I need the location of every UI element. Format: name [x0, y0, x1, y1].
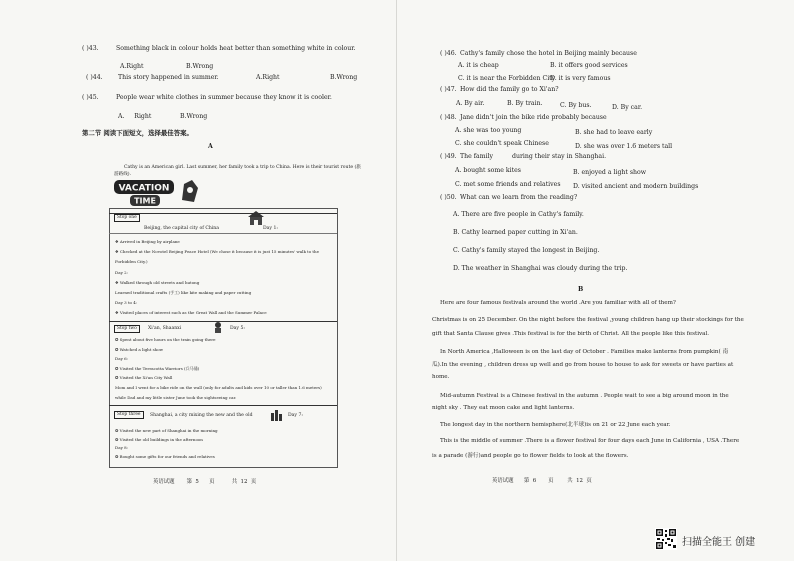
question-50-number: ( )50. [440, 194, 457, 201]
itinerary-line: ❂ Visited the old buildings in the afternoon [115, 436, 203, 442]
itinerary-line: ❖ Checked at the Novotel Beijing Peace Hotel (We chose it because it is just 15 minutes' walk to the [115, 249, 319, 255]
stop-two-place: Xi'an, Shaanxi [148, 326, 182, 331]
question-45-number: ( )45. [82, 94, 99, 101]
itinerary-line: Learned traditional crafts (手工) like kite making and paper cutting [115, 290, 252, 295]
question-49-option-c[interactable]: C. met some friends and relatives [455, 181, 561, 188]
question-46-option-a[interactable]: A. it is cheap [458, 62, 499, 69]
question-43-number: ( )43. [82, 45, 99, 52]
question-43-option-a[interactable]: A.Right [120, 63, 144, 70]
question-48-option-a[interactable]: A. she was too young [455, 127, 522, 134]
passage-b-line: In North America ,Halloween is on the last day of October . Families make lanterns from pumpkin( 南 [440, 349, 729, 355]
vacation-time-logo [112, 178, 212, 208]
question-44-number: ( )44. [86, 74, 103, 81]
footer-left: 英语试题 第 5 页 共 12 页 [153, 479, 257, 485]
question-49-number: ( )49. [440, 153, 457, 160]
question-47-number: ( )47. [440, 86, 457, 93]
question-45-text: People wear white clothes in summer because they know it is cooler. [116, 94, 332, 101]
stop-one-day: Day 1: [263, 226, 278, 231]
footer-right: 英语试题 第 6 页 共 12 页 [492, 478, 592, 484]
itinerary-line: ✪ Visited the Terracotta Warriors (兵马俑) [115, 365, 200, 371]
qr-code-icon [655, 528, 677, 550]
question-50-option-d[interactable]: D. The weather in Shanghai was cloudy during the trip. [453, 265, 628, 272]
question-49-option-b[interactable]: B. enjoyed a light show [573, 169, 647, 176]
question-50-option-a[interactable]: A. There are five people in Cathy's family. [453, 211, 584, 218]
itinerary-line: ❖ Walked through old streets and hutong [115, 279, 200, 285]
question-46-text: Cathy's family chose the hotel in Beijing mainly because [460, 50, 637, 57]
itinerary-line: Day 2: [115, 269, 129, 275]
question-47-option-c[interactable]: C. By bus. [560, 102, 592, 109]
itinerary-line: ✪ Visited the Xi'an City Wall [115, 375, 173, 381]
passage-a-intro: Cathy is an American girl. Last summer, her family took a trip to China. Here is their tourist route (旅 [124, 165, 361, 170]
itinerary-line: while Dad and my little sister June took the sightseeing car. [115, 394, 237, 400]
question-49-text: The family [460, 153, 494, 160]
question-47-option-d[interactable]: D. By car. [612, 104, 643, 111]
stop-three-place: Shanghai, a city mixing the new and the old [150, 413, 253, 418]
logo-sub-text: TIME [134, 196, 156, 206]
passage-b-label: B [578, 286, 584, 293]
question-44-option-b[interactable]: B.Wrong [330, 74, 358, 81]
passage-b-line: 瓜).In the evening , children dress up well and go from house to house to ask for sweets or have parties at [432, 362, 734, 368]
stop-two-day: Day 5: [230, 326, 245, 331]
temple-icon [246, 209, 266, 227]
itinerary-line: Day 3 to 4: [115, 300, 138, 306]
itinerary-line: ❂ Visited the new part of Shanghai in the morning [115, 428, 218, 433]
page-divider [396, 0, 397, 561]
question-47-option-a[interactable]: A. By air. [456, 100, 485, 107]
passage-b-line: Mid-autumn Festival is a Chinese festival in the autumn . People wait to see a big around moon in the [440, 393, 729, 399]
itinerary-line: Day 8: [115, 445, 129, 451]
passage-b-line: home. [432, 374, 450, 380]
passage-a-label: A [208, 143, 213, 150]
question-45-option-a[interactable]: A. Right [118, 113, 152, 120]
passage-b-line: is a parade (游行)and people go to flower fields to look at the flowers. [432, 453, 629, 459]
exam-page-right [397, 0, 794, 561]
stop-two-tag: Stop two [114, 325, 140, 333]
passage-b-line: This is the middle of summer .There is a flower festival for four days each June in California , USA .There [440, 438, 740, 444]
stop-three-tag: Stop three [114, 411, 144, 419]
stop-one-place: Beijing, the capital city of China [144, 226, 220, 231]
question-48-text: Jane didn't join the bike ride probably because [460, 114, 607, 121]
question-44-text: This story happened in summer. [118, 74, 219, 81]
question-46-option-d[interactable]: D. it is very famous [550, 75, 611, 82]
question-50-option-c[interactable]: C. Cathy's family stayed the longest in Beijing. [453, 247, 600, 254]
logo-text: VACATION [118, 183, 170, 194]
itinerary-line: Day 6: [115, 356, 129, 362]
passage-b-line: The longest day in the northern hemisphere(北半球)is on 21 or 22 June each year. [440, 422, 671, 428]
itinerary-line: ❖ Visited places of interest such as the Great Wall and the Summer Palace [115, 310, 267, 316]
itinerary-line: ✪ Spent about five hours on the train going there [115, 337, 216, 342]
question-43-text: Something black in colour holds heat better than something white in colour. [116, 45, 356, 52]
itinerary-line: ❂ Bought some gifts for our friends and relatives [115, 453, 215, 459]
question-47-text: How did the family go to Xi'an? [460, 86, 559, 93]
stop-three-day: Day 7: [288, 413, 303, 418]
question-50-option-b[interactable]: B. Cathy learned paper cutting in Xi'an. [453, 229, 578, 236]
itinerary-line: ✪ Watched a light show [115, 346, 164, 352]
question-49-option-a[interactable]: A. bought some kites [455, 167, 521, 174]
itinerary-line: Mom and I went for a bike ride on the wall (only for adults and kids over 10 or taller than 1.6 meters) [115, 385, 322, 390]
question-46-option-c[interactable]: C. it is near the Forbidden City [458, 75, 556, 82]
question-47-option-b[interactable]: B. By train. [507, 100, 543, 107]
passage-b-line: night sky . They eat moon cake and light lanterns. [432, 405, 575, 411]
section-heading: 第二节 阅读下面短文，选择最佳答案。 [82, 129, 193, 137]
city-icon [270, 409, 284, 421]
question-48-option-d[interactable]: D. she was over 1.6 meters tall [575, 143, 673, 150]
question-43-option-b[interactable]: B.Wrong [186, 63, 214, 70]
stop-one-tag: Stop one [114, 214, 140, 222]
question-48-option-c[interactable]: C. she couldn't speak Chinese [455, 140, 549, 147]
passage-b-line: gift that Santa Clause gives .This festival is for the birth of Christ. All the people like this festival. [432, 331, 710, 337]
question-49-option-d[interactable]: D. visited ancient and modern buildings [573, 183, 699, 190]
question-44-option-a[interactable]: A.Right [256, 74, 280, 81]
itinerary-line: Forbidden City.) [115, 259, 148, 265]
question-45-option-b[interactable]: B.Wrong [180, 113, 208, 120]
warrior-icon [210, 321, 226, 333]
scanner-watermark: 扫描全能王 创建 [682, 537, 756, 548]
question-46-option-b[interactable]: B. it offers good services [550, 62, 628, 69]
passage-a-intro-cont: 游路线). [114, 172, 132, 177]
itinerary-line: ❖ Arrived in Beijing by airplane [115, 239, 180, 244]
question-48-number: ( )48. [440, 114, 457, 121]
passage-b-line: Christmas is on 25 December. On the night before the festival ,young children hang up their stockings for the [432, 317, 744, 323]
question-49-text-cont: during their stay in Shanghai. [512, 153, 607, 160]
question-46-number: ( )46. [440, 50, 457, 57]
passage-b-line: Here are four famous festivals around the world .Are you familiar with all of them? [440, 300, 676, 306]
question-48-option-b[interactable]: B. she had to leave early [575, 129, 653, 136]
question-50-text: What can we learn from the reading? [460, 194, 578, 201]
